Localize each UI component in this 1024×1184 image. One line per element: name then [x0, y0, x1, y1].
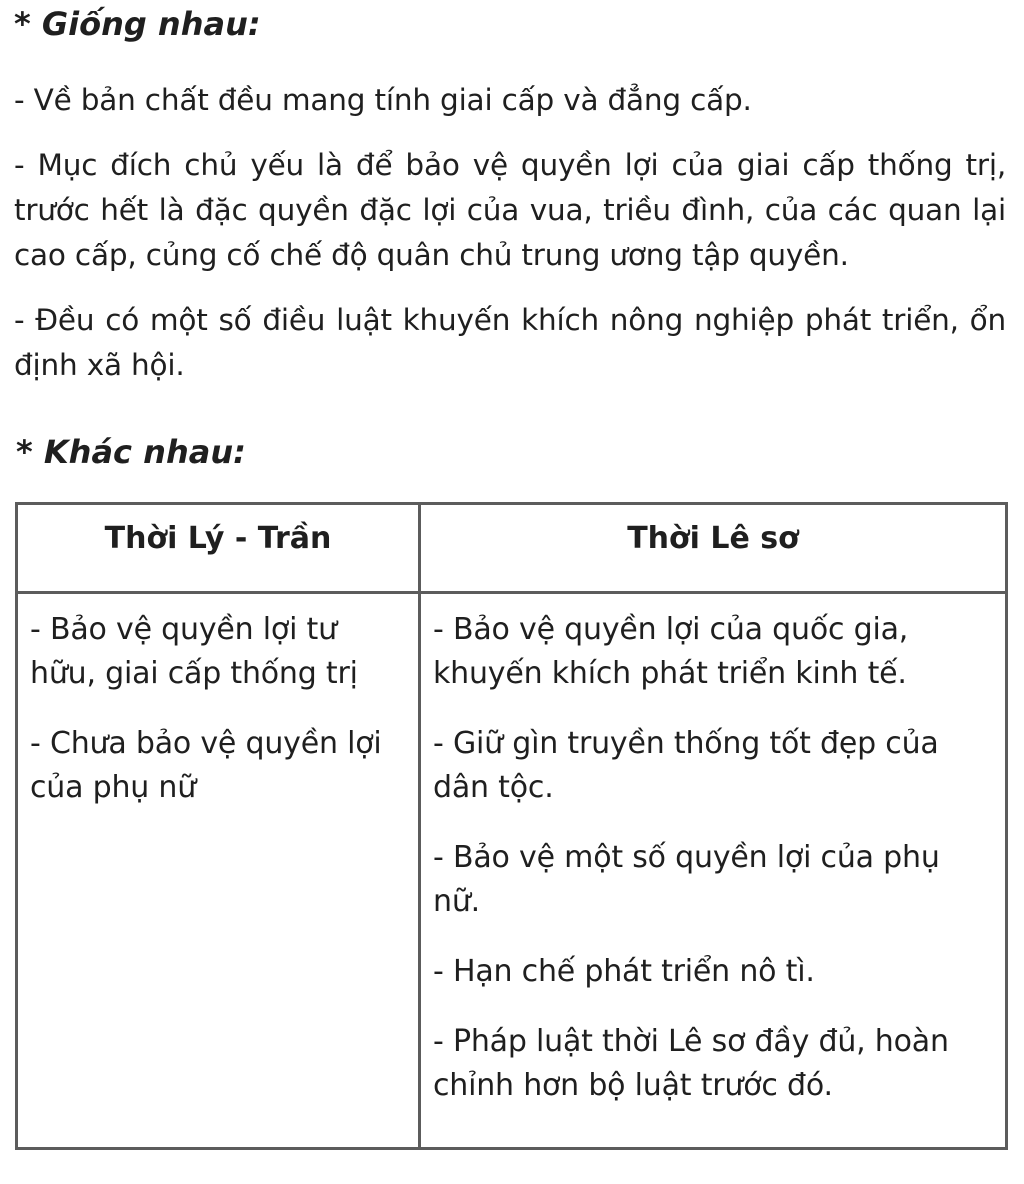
header-le-so: Thời Lê sơ	[420, 504, 1007, 593]
ly-tran-item-2: - Chưa bảo vệ quyền lợi của phụ nữ	[30, 726, 382, 805]
table-header-row	[17, 504, 1007, 593]
similarities-heading: * Giống nhau:	[14, 5, 261, 43]
similarity-point-3: - Đều có một số điều luật khuyến khích nông nghiệp phát triển, ổn định xã hội.	[14, 303, 1006, 382]
le-so-item-2: - Giữ gìn truyền thống tốt đẹp của dân tộc.	[433, 726, 939, 805]
similarity-point-1: - Về bản chất đều mang tính giai cấp và đẳng cấp.	[14, 83, 752, 117]
similarity-point-2: - Mục đích chủ yếu là để bảo vệ quyền lợi của giai cấp thống trị, trước hết là đặc quyền đặc lợi của vua, triều đình, của các quan lại cao cấp, củng cố chế độ quân chủ trung ương tập quyền.	[14, 148, 1006, 272]
ly-tran-cell	[17, 593, 420, 1149]
le-so-item-5: - Pháp luật thời Lê sơ đầy đủ, hoàn chỉnh hơn bộ luật trước đó.	[433, 1024, 949, 1103]
comparison-table	[15, 502, 1008, 1150]
le-so-item-3: - Bảo vệ một số quyền lợi của phụ nữ.	[433, 840, 940, 919]
differences-heading: * Khác nhau:	[16, 433, 246, 471]
le-so-item-1: - Bảo vệ quyền lợi của quốc gia, khuyến khích phát triển kinh tế.	[433, 612, 909, 691]
ly-tran-item-1: - Bảo vệ quyền lợi tư hữu, giai cấp thống trị	[30, 612, 358, 691]
header-ly-tran: Thời Lý - Trần	[17, 504, 420, 593]
le-so-item-4: - Hạn chế phát triển nô tì.	[433, 954, 815, 989]
le-so-cell	[420, 593, 1007, 1149]
table-row	[17, 593, 1007, 1149]
